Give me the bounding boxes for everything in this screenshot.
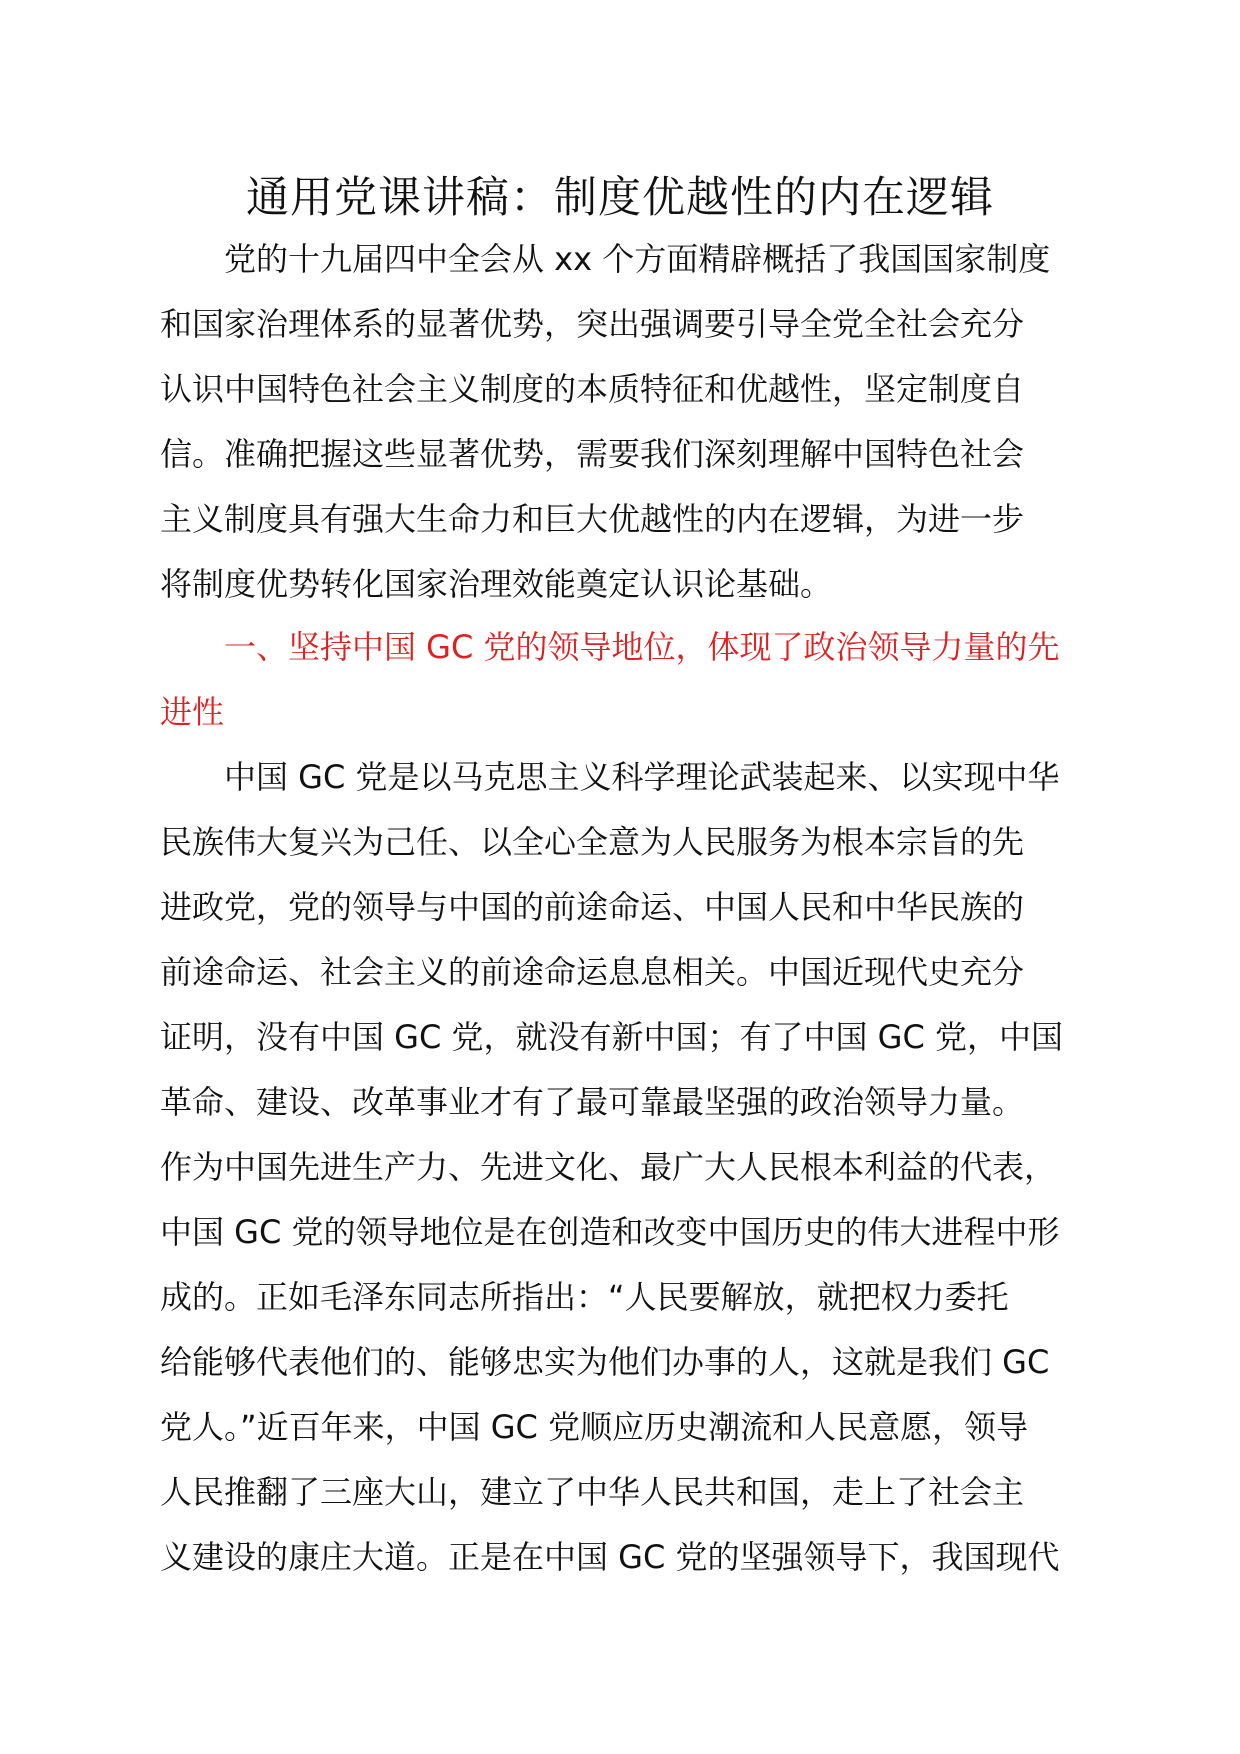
paragraph-2-line: 给能够代表他们的、能够忠实为他们办事的人，这就是我们 GC (160, 1343, 1050, 1381)
paragraph-1-line: 认识中国特色社会主义制度的本质特征和优越性，坚定制度自 (160, 370, 1025, 408)
paragraph-2-line: 中国 GC 党是以马克思主义科学理论武装起来、以实现中华 (160, 758, 1060, 796)
paragraph-2-line: 进政党，党的领导与中国的前途命运、中国人民和中华民族的 (160, 888, 1025, 926)
paragraph-2-line: 义建设的康庄大道。正是在中国 GC 党的坚强领导下，我国现代 (160, 1538, 1060, 1576)
paragraph-1-line: 主义制度具有强大生命力和巨大优越性的内在逻辑，为进一步 (160, 500, 1025, 538)
paragraph-2-line: 民族伟大复兴为己任、以全心全意为人民服务为根本宗旨的先 (160, 823, 1025, 861)
document-title: 通用党课讲稿：制度优越性的内在逻辑 (246, 173, 994, 223)
paragraph-2-line: 作为中国先进生产力、先进文化、最广大人民根本利益的代表， (160, 1148, 1057, 1186)
paragraph-1-line: 和国家治理体系的显著优势，突出强调要引导全党全社会充分 (160, 305, 1025, 343)
paragraph-1-line: 信。准确把握这些显著优势，需要我们深刻理解中国特色社会 (160, 435, 1025, 473)
section-1-heading-line: 一、坚持中国 GC 党的领导地位，体现了政治领导力量的先 (160, 628, 1060, 666)
section-1-heading-line: 进性 (160, 693, 225, 731)
paragraph-1-line: 将制度优势转化国家治理效能奠定认识论基础。 (160, 565, 833, 603)
paragraph-2-line: 证明，没有中国 GC 党，就没有新中国；有了中国 GC 党，中国 (160, 1018, 1063, 1056)
paragraph-2-line: 中国 GC 党的领导地位是在创造和改变中国历史的伟大进程中形 (160, 1213, 1060, 1251)
section-1-heading (160, 615, 1100, 745)
paragraph-2-line: 成的。正如毛泽东同志所指出：“人民要解放，就把权力委托 (160, 1278, 1009, 1316)
paragraph-2-line: 前途命运、社会主义的前途命运息息相关。中国近现代史充分 (160, 953, 1025, 991)
paragraph-1 (160, 227, 1100, 617)
paragraph-2-line: 革命、建设、改革事业才有了最可靠最坚强的政治领导力量。 (160, 1083, 1025, 1121)
paragraph-2 (160, 745, 1100, 1590)
paragraph-1-line: 党的十九届四中全会从 xx 个方面精辟概括了我国国家制度 (160, 240, 1051, 278)
paragraph-2-line: 人民推翻了三座大山，建立了中华人民共和国，走上了社会主 (160, 1473, 1025, 1511)
paragraph-2-line: 党人。”近百年来，中国 GC 党顺应历史潮流和人民意愿，领导 (160, 1408, 1029, 1446)
